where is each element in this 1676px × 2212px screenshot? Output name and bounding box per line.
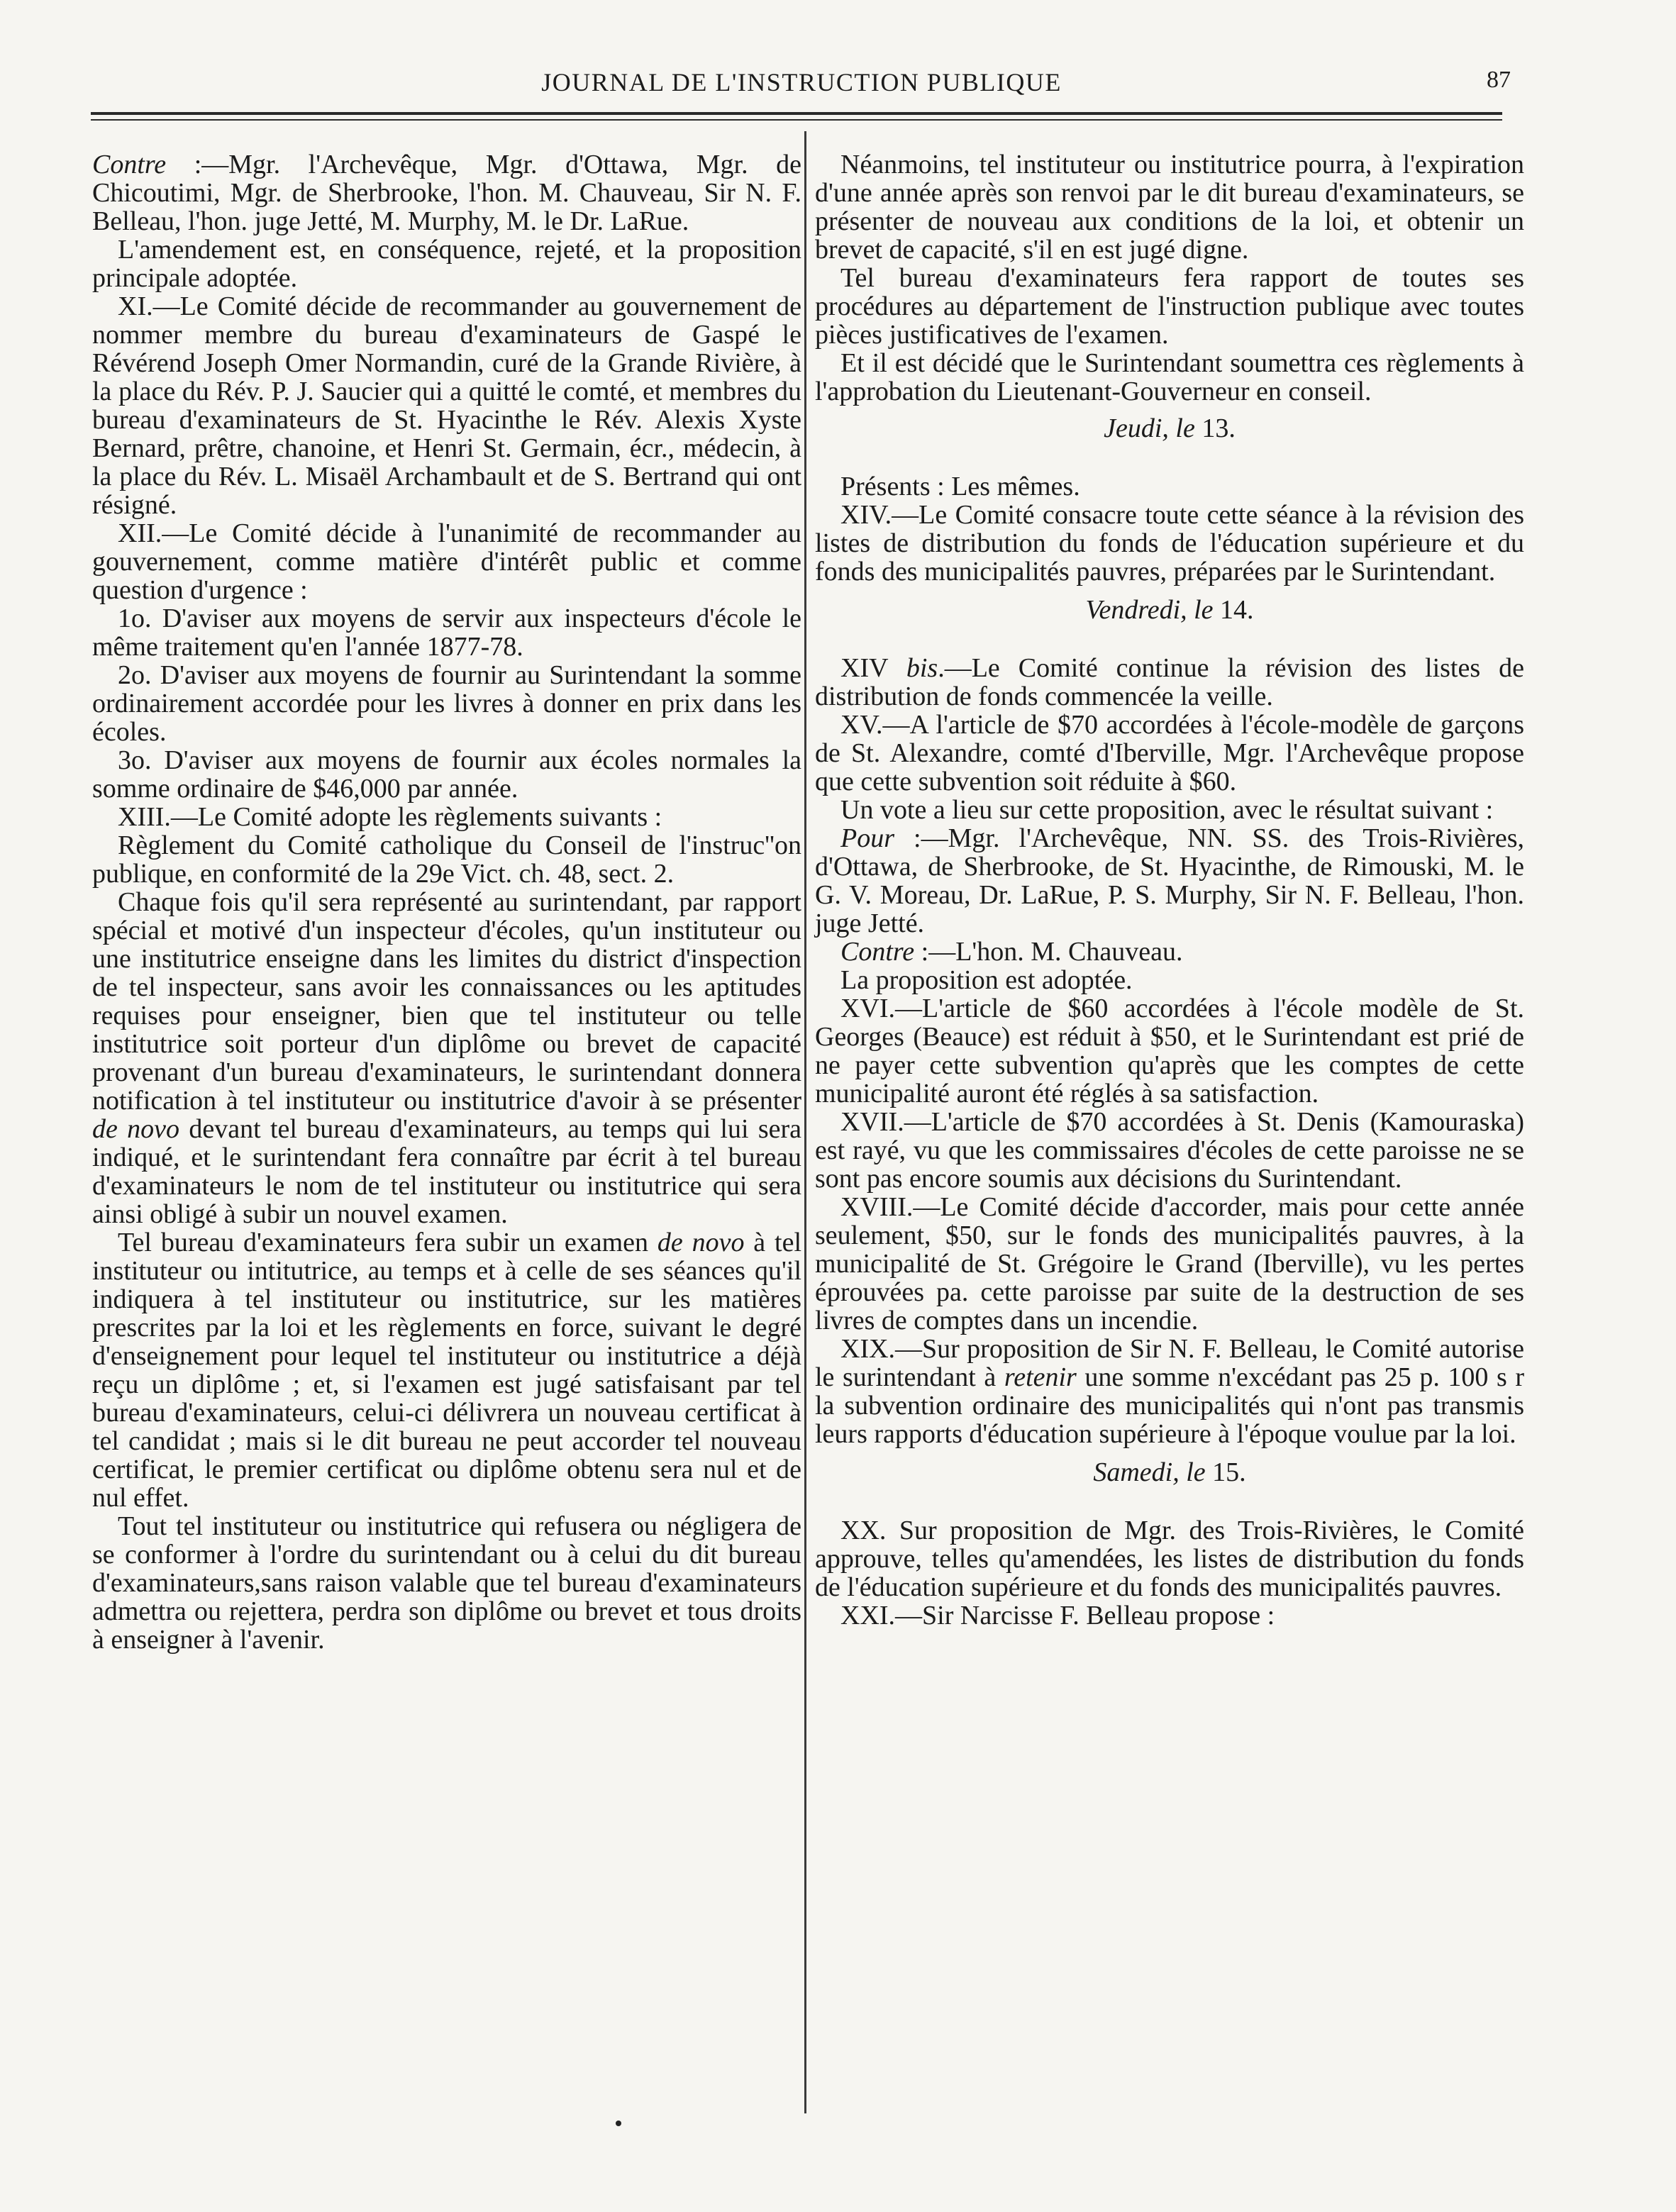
- paragraph: Et il est décidé que le Surintendant soumettra ces règlements à l'approbation du Lieutenant-Gouverneur en conseil.: [815, 348, 1524, 406]
- paragraph: XIV.—Le Comité consacre toute cette séance à la révision des listes de distribution du fonds de l'éducation supérieure et du fonds des municipalités pauvres, préparées par le Surintendant.: [815, 500, 1524, 587]
- paragraph: 3o. D'aviser aux moyens de fournir aux écoles normales la somme ordinaire de $46,000 par année.: [92, 745, 801, 804]
- label-contre: Contre: [840, 937, 915, 967]
- paragraph: XXI.—Sir Narcisse F. Belleau propose :: [840, 1601, 1275, 1630]
- paragraph: L'amendement est, en conséquence, rejeté, et la proposition principale adoptée.: [92, 235, 801, 293]
- paragraph: XIX.—Sur proposition de Sir N. F. Belleau, le Comité autorise le surintendant à retenir une somme n'excédant pas 25 p. 100 s r la subvention ordinaire des municipalités qui n'ont pas transmis leurs rapports d'éducation supérieure à l'époque voulue par la loi.: [815, 1334, 1524, 1449]
- paragraph: Tel bureau d'examinateurs fera rapport de toutes ses procédures au département de l'instruction publique avec toutes pièces justificatives de l'examen.: [815, 263, 1524, 350]
- paragraph: Tout tel instituteur ou institutrice qui refusera ou négligera de se conformer à l'ordre du surintendant ou à celui du dit bureau d'examinateurs,sans raison valable que tel bureau d'examinateurs admettra ou rejettera, perdra son diplôme ou brevet et tous droits à enseigner à l'avenir.: [92, 1511, 801, 1655]
- left-column: [92, 150, 801, 1654]
- header-rule-thin: [91, 119, 1502, 121]
- paragraph: Contre :—L'hon. M. Chauveau.: [840, 937, 1183, 967]
- paragraph: Néanmoins, tel instituteur ou institutrice pourra, à l'expiration d'une année après son renvoi par le dit bureau d'examinateurs, se présenter de nouveau aux conditions de la loi, et obtenir un brevet de capacité, s'il en est jugé digne.: [815, 150, 1524, 265]
- label-contre: Contre: [92, 150, 167, 179]
- label-pour: Pour: [840, 823, 894, 853]
- paragraph: XVII.—L'article de $70 accordées à St. Denis (Kamouraska) est rayé, vu que les commissaires d'écoles de cette paroisse ne se sont pas encore soumis aux décisions du Surintendant.: [815, 1107, 1524, 1194]
- running-title: JOURNAL DE L'INSTRUCTION PUBLIQUE: [541, 68, 1062, 96]
- right-column: [815, 150, 1524, 1630]
- column-divider: [804, 131, 806, 2113]
- paragraph: Chaque fois qu'il sera représenté au surintendant, par rapport spécial et motivé d'un inspecteur d'écoles, qu'un instituteur ou une institutrice enseigne dans les limites du district d'inspection de tel inspecteur, sans avoir les connaissances ou les aptitudes requises pour enseigner, bien que tel instituteur ou telle institutrice soit porteur d'un diplôme ou brevet de capacité provenant d'un bureau d'examinateurs, le surintendant donnera notification à tel instituteur ou institutrice d'avoir à se présenter de novo devant tel bureau d'examinateurs, au temps qui lui sera indiqué, et le surintendant fera connaître par écrit à tel bureau d'examinateurs le nom de tel instituteur ou institutrice qui sera ainsi obligé à subir un nouvel examen.: [92, 887, 801, 1229]
- ink-dot: [616, 2121, 621, 2126]
- paragraph: Présents : Les mêmes.: [840, 472, 1080, 501]
- paragraph: Pour :—Mgr. l'Archevêque, NN. SS. des Trois-Rivières, d'Ottawa, de Sherbrooke, de St. Hyacinthe, de Rimouski, M. le G. V. Moreau, Dr. LaRue, P. S. Murphy, Sir N. F. Belleau, l'hon. juge Jetté.: [815, 823, 1524, 938]
- paragraph: XV.—A l'article de $70 accordées à l'école-modèle de garçons de St. Alexandre, comté d'Iberville, Mgr. l'Archevêque propose que cette subvention soit réduite à $60.: [815, 710, 1524, 796]
- paragraph: Contre :—Mgr. l'Archevêque, Mgr. d'Ottawa, Mgr. de Chicoutimi, Mgr. de Sherbrooke, l'hon. M. Chauveau, Sir N. F. Belleau, l'hon. juge Jetté, M. Murphy, M. le Dr. LaRue.: [92, 150, 801, 236]
- paragraph: XVI.—L'article de $60 accordées à l'école modèle de St. Georges (Beauce) est réduit à $50, et le Surintendant est prié de ne payer cette subvention qu'après que les comptes de cette municipalité auront été réglés à sa satisfaction.: [815, 994, 1524, 1108]
- paragraph: XI.—Le Comité décide de recommander au gouvernement de nommer membre du bureau d'examinateurs de Gaspé le Révérend Joseph Omer Normandin, curé de la Grande Rivière, à la place du Rév. P. J. Saucier qui a quitté le comté, et membres du bureau d'examinateurs de St. Hyacinthe le Rév. Alexis Xyste Bernard, prêtre, chanoine, et Henri St. Germain, écr., médecin, à la place du Rév. L. Misaël Archambault et de S. Bertrand qui ont résigné.: [92, 291, 801, 520]
- paragraph: Tel bureau d'examinateurs fera subir un examen de novo à tel instituteur ou intitutrice, au temps et à celle de ses séances qu'il indiquera à tel instituteur ou institutrice, sur les matières prescrites par la loi et les règlements en force, suivant le degré d'enseignement pour lequel tel instituteur ou institutrice a déjà reçu un diplôme ; et, si l'examen est jugé satisfaisant par tel bureau d'examinateurs, celui-ci délivrera un nouveau certificat à tel candidat ; mais si le dit bureau ne peut accorder tel nouveau certificat, le premier certificat ou diplôme obtenu sera nul et de nul effet.: [92, 1228, 801, 1513]
- paragraph: 1o. D'aviser aux moyens de servir aux inspecteurs d'école le même traitement qu'en l'année 1877-78.: [92, 604, 801, 662]
- paragraph: XX. Sur proposition de Mgr. des Trois-Rivières, le Comité approuve, telles qu'amendées, les listes de distribution du fonds de l'éducation supérieure et du fonds des municipalités pauvres.: [815, 1516, 1524, 1602]
- paragraph: XIV bis.—Le Comité continue la révision des listes de distribution de fonds commencée la veille.: [815, 653, 1524, 711]
- paragraph: Un vote a lieu sur cette proposition, avec le résultat suivant :: [840, 795, 1494, 825]
- paragraph: Règlement du Comité catholique du Conseil de l'instruc''on publique, en conformité de la 29e Vict. ch. 48, sect. 2.: [92, 830, 801, 889]
- page-number: 87: [1487, 67, 1511, 93]
- header-rule-thick: [91, 112, 1502, 115]
- dateline-samedi: Samedi, le 15.: [1093, 1457, 1246, 1487]
- paragraph: XII.—Le Comité décide à l'unanimité de recommander au gouvernement, comme matière d'intérêt public et comme question d'urgence :: [92, 518, 801, 605]
- dateline-vendredi: Vendredi, le 14.: [1085, 595, 1254, 625]
- paragraph: La proposition est adoptée.: [840, 965, 1133, 995]
- paragraph: XIII.—Le Comité adopte les règlements suivants :: [118, 802, 662, 832]
- paragraph: XVIII.—Le Comité décide d'accorder, mais pour cette année seulement, $50, sur le fonds des municipalités pauvres, à la municipalité de St. Grégoire le Grand (Iberville), vu les pertes éprouvées pa. cette paroisse par suite de la destruction de ses livres de comptes dans un incendie.: [815, 1192, 1524, 1335]
- dateline-jeudi: Jeudi, le 13.: [1104, 413, 1236, 443]
- page-header: [92, 62, 1511, 102]
- paragraph: 2o. D'aviser aux moyens de fournir au Surintendant la somme ordinairement accordée pour les livres à donner en prix dans les écoles.: [92, 660, 801, 747]
